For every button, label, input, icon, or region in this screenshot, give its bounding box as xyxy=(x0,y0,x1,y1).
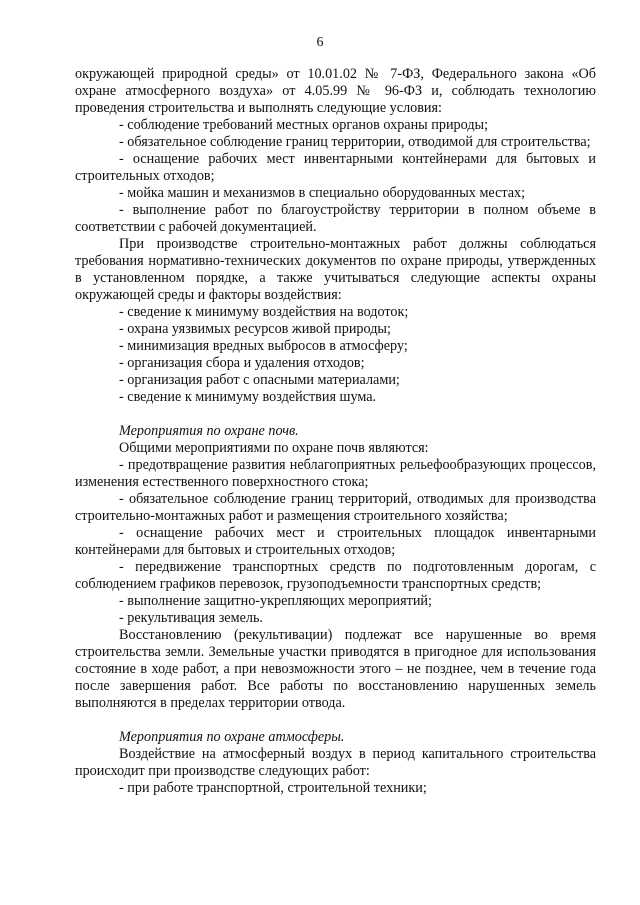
list-item: - предотвращение развития неблагоприятных рельефообразующих процессов, изменения естественного поверхностного стока; xyxy=(75,457,596,490)
list-item: - выполнение работ по благоустройству территории в полном объеме в соответствии с рабочей документацией. xyxy=(75,202,596,235)
list-item: - сведение к минимуму воздействия шума. xyxy=(119,389,377,405)
list-item: - рекультивация земель. xyxy=(119,610,263,626)
list-item: - соблюдение требований местных органов охраны природы; xyxy=(119,117,489,133)
paragraph: Восстановлению (рекультивации) подлежат все нарушенные во время строительства земли. Земельные участки приводятся в пригодное для использования состояние в ходе работ, а при невозможности этого – не позднее, чем в течение года после завершения работ. Все работы по восстановлению нарушенных земель выполняются в пределах территории отвода. xyxy=(75,627,596,711)
list-item: - сведение к минимуму воздействия на водоток; xyxy=(119,304,409,320)
list-item: - мойка машин и механизмов в специально оборудованных местах; xyxy=(119,185,526,201)
section-spacer xyxy=(75,712,596,729)
list-item: - при работе транспортной, строительной техники; xyxy=(119,780,427,796)
paragraph-intro: окружающей природной среды» от 10.01.02 № 7-ФЗ, Федерального закона «Об охране атмосферного воздуха» от 4.05.99 № 96-ФЗ и, соблюдать технологию проведения строительства и выполнять следующие условия: xyxy=(75,66,596,116)
document-body xyxy=(75,66,596,797)
paragraph: Общими мероприятиями по охране почв являются: xyxy=(119,440,429,456)
section-spacer xyxy=(75,406,596,423)
list-item: - обязательное соблюдение границ территории, отводимой для строительства; xyxy=(119,134,591,150)
list-item: - организация работ с опасными материалами; xyxy=(119,372,400,388)
section-heading-atmosphere: Мероприятия по охране атмосферы. xyxy=(119,729,345,745)
paragraph: При производстве строительно-монтажных работ должны соблюдаться требования нормативно-технических документов по охране природы, утвержденных в установленном порядке, а также учитываться следующие аспекты охраны окружающей среды и факторы воздействия: xyxy=(75,236,596,303)
list-item: - охрана уязвимых ресурсов живой природы; xyxy=(119,321,391,337)
list-item: - организация сбора и удаления отходов; xyxy=(119,355,365,371)
list-item: - выполнение защитно-укрепляющих мероприятий; xyxy=(119,593,432,609)
section-heading-soil: Мероприятия по охране почв. xyxy=(119,423,299,439)
list-item: - передвижение транспортных средств по подготовленным дорогам, с соблюдением графиков перевозок, грузоподъемности транспортных средств; xyxy=(75,559,596,592)
list-item: - минимизация вредных выбросов в атмосферу; xyxy=(119,338,408,354)
list-item: - обязательное соблюдение границ территорий, отводимых для производства строительно-монтажных работ и размещения строительного хозяйства; xyxy=(75,491,596,524)
list-item: - оснащение рабочих мест инвентарными контейнерами для бытовых и строительных отходов; xyxy=(75,151,596,184)
page-number: 6 xyxy=(316,35,324,50)
list-item: - оснащение рабочих мест и строительных площадок инвентарными контейнерами для бытовых и строительных отходов; xyxy=(75,525,596,558)
paragraph: Воздействие на атмосферный воздух в период капитального строительства происходит при производстве следующих работ: xyxy=(75,746,596,779)
